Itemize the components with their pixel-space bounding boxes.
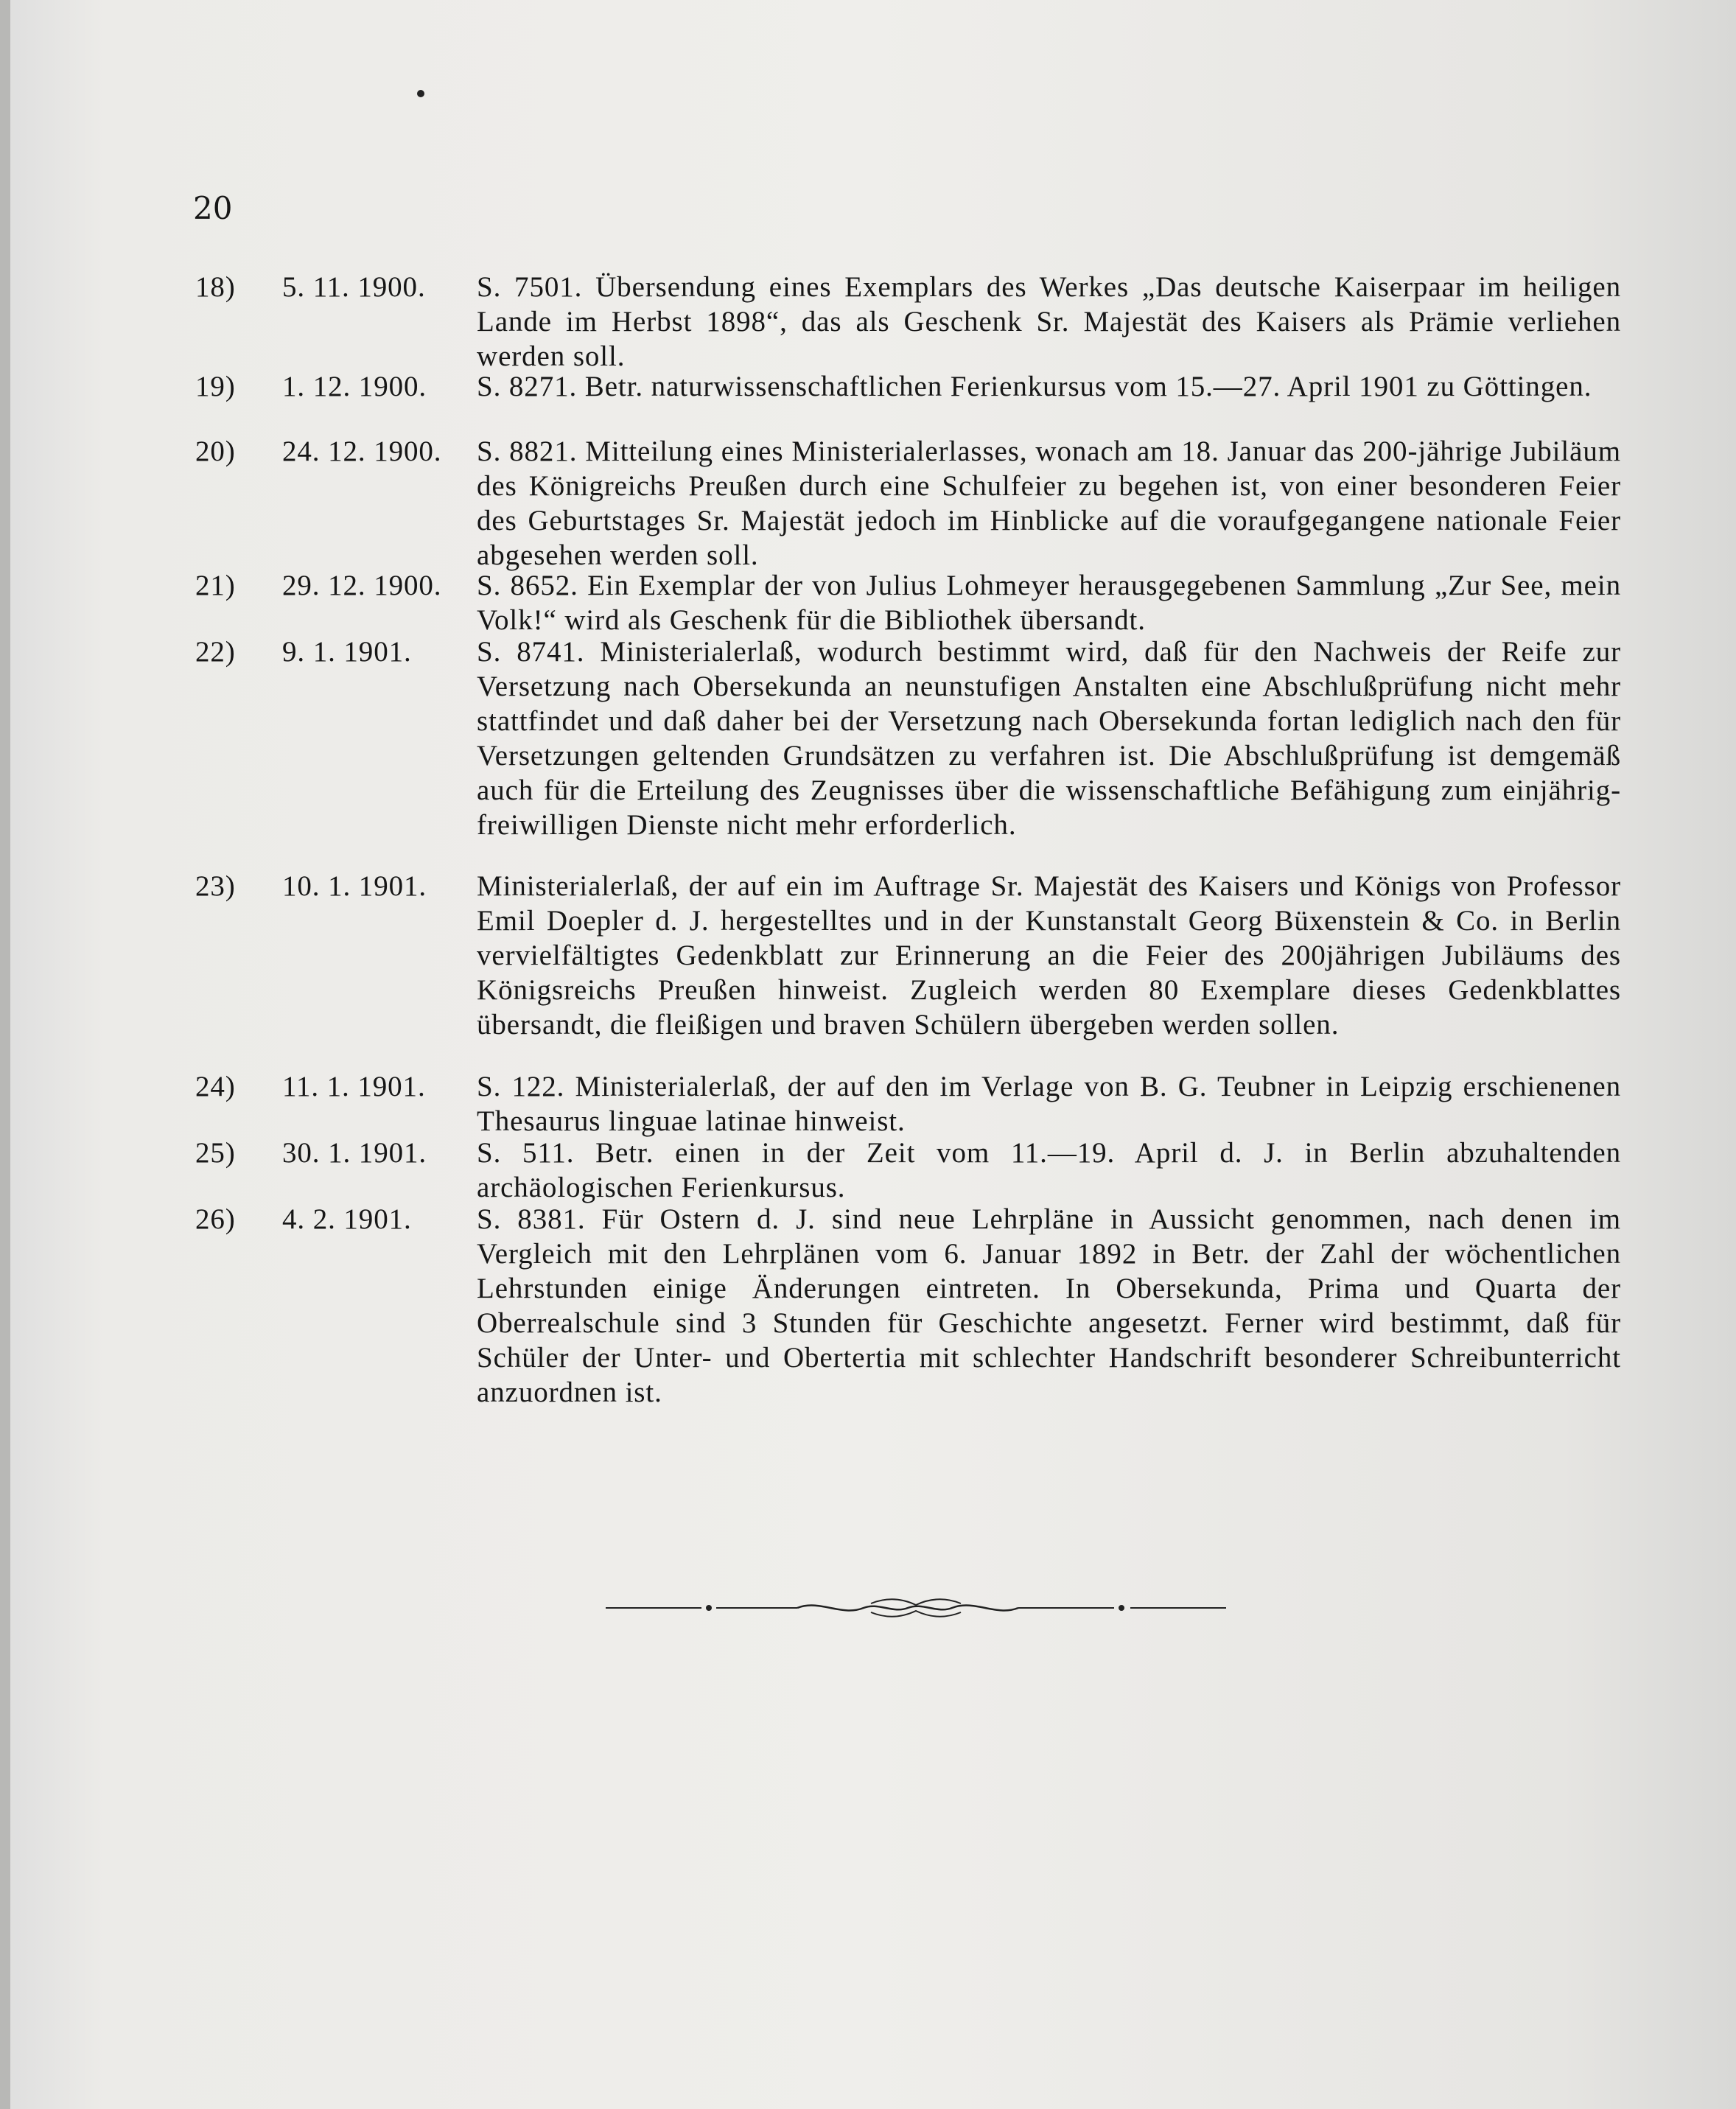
entry-text: S. 7501. Übersendung eines Exemplars des Werkes „Das deutsche Kaiserpaar im heiligen Lande im Herbst 1898“, das als Geschenk Sr. Majestät des Kaisers als Prämie verliehen werden soll. bbox=[477, 271, 1621, 372]
entry-25 bbox=[195, 1136, 1621, 1205]
entry-date: 1. 12. 1900. bbox=[282, 371, 427, 402]
entry-text: S. 122. Ministerialerlaß, der auf den im Verlage von B. G. Teubner in Leipzig erschienenen Thesaurus linguae latinae hinweist. bbox=[477, 1071, 1621, 1137]
entry-number: 22) bbox=[195, 636, 236, 668]
entry-date: 11. 1. 1901. bbox=[282, 1071, 426, 1102]
entry-date: 24. 12. 1900. bbox=[282, 436, 442, 467]
entry-number: 19) bbox=[195, 371, 236, 402]
entry-date: 9. 1. 1901. bbox=[282, 636, 412, 668]
entry-number: 24) bbox=[195, 1071, 236, 1102]
entry-22 bbox=[195, 634, 1621, 842]
entry-date: 29. 12. 1900. bbox=[282, 570, 442, 601]
scan-edge bbox=[0, 0, 10, 2109]
entry-number: 26) bbox=[195, 1203, 236, 1235]
entry-text: S. 8741. Ministerialerlaß, wodurch bestimmt wird, daß für den Nachweis der Reife zur Versetzung nach Obersekunda an neunstufigen Anstalten eine Abschlußprüfung nicht mehr stattfindet und daß daher bei der Versetzung nach Obersekunda fortan lediglich nach den für Versetzungen geltenden Grundsätzen zu verfahren ist. Die Abschlußprüfung ist demgemäß auch für die Erteilung des Zeugnisses über die wissenschaftliche Befähigung zum einjährig-freiwilligen Dienste nicht mehr erforderlich. bbox=[477, 636, 1621, 841]
entry-23 bbox=[195, 869, 1621, 1042]
entry-18 bbox=[195, 270, 1621, 374]
entry-text: S. 8381. Für Ostern d. J. sind neue Lehrpläne in Aussicht genommen, nach denen im Vergleich mit den Lehrplänen vom 6. Januar 1892 in Betr. der Zahl der wöchentlichen Lehrstunden einige Änderungen eintreten. In Obersekunda, Prima und Quarta der Oberrealschule sind 3 Stunden für Geschichte angesetzt. Ferner wird bestimmt, daß für Schüler der Unter- und Obertertia mit schlechter Handschrift besonderer Schreibunterricht anzuordnen ist. bbox=[477, 1203, 1621, 1408]
entry-number: 23) bbox=[195, 870, 236, 902]
entry-date: 4. 2. 1901. bbox=[282, 1203, 412, 1235]
ornamental-rule-icon bbox=[606, 1598, 1226, 1618]
entry-text: S. 511. Betr. einen in der Zeit vom 11.—19. April d. J. in Berlin abzuhaltenden archäologischen Ferienkursus. bbox=[477, 1137, 1621, 1203]
entry-number: 18) bbox=[195, 271, 236, 303]
page-number: 20 bbox=[193, 190, 233, 226]
entry-20 bbox=[195, 434, 1621, 573]
entry-number: 25) bbox=[195, 1137, 236, 1169]
entry-text: S. 8271. Betr. naturwissenschaftlichen Ferienkursus vom 15.—27. April 1901 zu Göttingen. bbox=[477, 371, 1592, 402]
entry-text: S. 8821. Mitteilung eines Ministerialerlasses, wonach am 18. Januar das 200-jährige Jubiläum des Königreichs Preußen durch eine Schulfeier zu begehen ist, von einer besonderen Feier des Geburtstages Sr. Majestät jedoch im Hinblicke auf die voraufgegangene nationale Feier abgesehen werden soll. bbox=[477, 436, 1621, 571]
entry-21 bbox=[195, 568, 1621, 637]
entry-19 bbox=[195, 369, 1621, 404]
entry-text: Ministerialerlaß, der auf ein im Auftrage Sr. Majestät des Kaisers und Königs von Professor Emil Doepler d. J. hergestelltes und in der Kunstanstalt Georg Büxenstein & Co. in Berlin vervielfältigtes Gedenkblatt zur Erinnerung an die Feier des 200jährigen Jubiläums des Königsreichs Preußen hinweist. Zugleich werden 80 Exemplare dieses Gedenkblattes übersandt, die fleißigen und braven Schülern übergeben werden sollen. bbox=[477, 870, 1621, 1040]
entry-26 bbox=[195, 1202, 1621, 1410]
entry-number: 20) bbox=[195, 436, 236, 467]
entry-24 bbox=[195, 1069, 1621, 1139]
entry-text: S. 8652. Ein Exemplar der von Julius Lohmeyer herausgegebenen Sammlung „Zur See, mein Volk!“ wird als Geschenk für die Bibliothek übersandt. bbox=[477, 570, 1621, 636]
entry-date: 10. 1. 1901. bbox=[282, 870, 427, 902]
entry-date: 30. 1. 1901. bbox=[282, 1137, 427, 1169]
entry-number: 21) bbox=[195, 570, 236, 601]
ink-dot bbox=[417, 90, 424, 97]
entry-date: 5. 11. 1900. bbox=[282, 271, 426, 303]
